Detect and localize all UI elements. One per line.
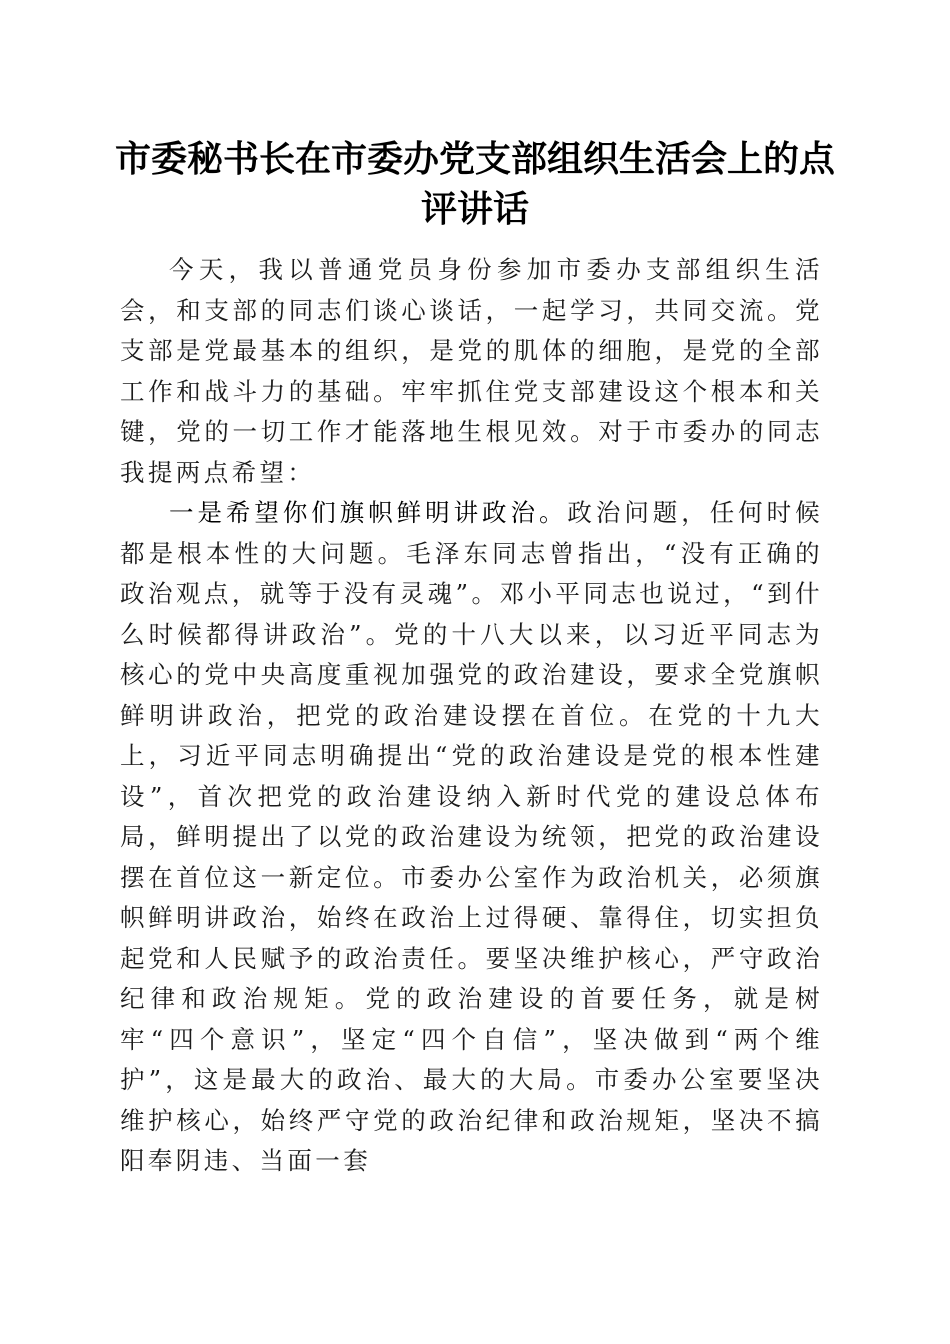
paragraph-point-one	[120, 493, 823, 1182]
paragraph-point-one-text: 政治问题，任何时候都是根本性的大问题。毛泽东同志曾指出，“没有正确的政治观点，就等于没有灵魂”。邓小平同志也说过，“到什么时候都得讲政治”。党的十八大以来，以习近平同志为核心的党中央高度重视加强党的政治建设，要求全党旗帜鲜明讲政治，把党的政治建设摆在首位。在党的十九大上，习近平同志明确提出“党的政治建设是党的根本性建设”，首次把党的政治建设纳入新时代党的建设总体布局，鲜明提出了以党的政治建设为统领，把党的政治建设摆在首位这一新定位。市委办公室作为政治机关，必须旗帜鲜明讲政治，始终在政治上过得硬、靠得住，切实担负起党和人民赋予的政治责任。要坚决维护核心，严守政治纪律和政治规矩。党的政治建设的首要任务，就是树牢“四个意识”，坚定“四个自信”，坚决做到“两个维护”，这是最大的政治、最大的大局。市委办公室要坚决维护核心，始终严守党的政治纪律和政治规矩，坚决不搞阳奉阴违、当面一套	[120, 498, 823, 1175]
document-body	[120, 250, 823, 1182]
paragraph-point-one-lead: 一是希望你们旗帜鲜明讲政治。	[169, 498, 568, 527]
document-title: 市委秘书长在市委办党支部组织生活会上的点评讲话	[114, 138, 835, 230]
paragraph-intro	[120, 250, 823, 493]
paragraph-intro-text: 今天，我以普通党员身份参加市委办支部组织生活会，和支部的同志们谈心谈话，一起学习，共同交流。党支部是党最基本的组织，是党的肌体的细胞，是党的全部工作和战斗力的基础。牢牢抓住党支部建设这个根本和关键，党的一切工作才能落地生根见效。对于市委办的同志我提两点希望：	[120, 255, 823, 487]
